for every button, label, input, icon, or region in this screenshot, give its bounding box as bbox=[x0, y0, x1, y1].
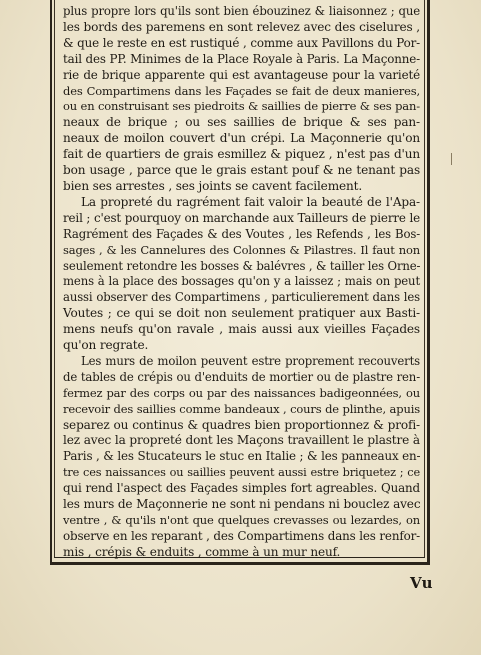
text-line: & que le reste en est rustiqué , comme aux Pavillons du Por- bbox=[63, 35, 420, 50]
text-line: les murs de Maçonnerie ne sont ni pendans ni bouclez avec bbox=[63, 497, 421, 512]
page-frame-inner-right bbox=[424, 0, 425, 558]
margin-mark bbox=[451, 153, 452, 165]
text-line: bon usage , parce que le grais estant pouf & ne tenant pas bbox=[63, 163, 420, 178]
paragraph-1 bbox=[63, 4, 420, 195]
text-line: fermez par des corps ou par des naissances badigeonnées, ou bbox=[63, 385, 420, 400]
body-text bbox=[63, 4, 420, 561]
text-line: Voutes ; ce qui se doit non seulement pratiquer aux Basti- bbox=[63, 306, 420, 321]
text-line: reil ; c'est pourquoy on marchande aux Tailleurs de pierre le bbox=[63, 210, 420, 225]
text-line: mens à la place des bossages qu'on y a laissez ; mais on peut bbox=[63, 274, 420, 289]
page-frame-inner-left bbox=[54, 0, 55, 558]
text-line: mens neufs qu'on ravale , mais aussi aux vieilles Façades bbox=[63, 322, 420, 337]
paragraph-3 bbox=[63, 354, 420, 561]
text-line: lez avec la propreté dont les Maçons travaillent le plastre à bbox=[63, 433, 420, 448]
text-line: Ragrément des Façades & des Voutes , les Refends , les Bos- bbox=[63, 226, 420, 241]
text-line: neaux de moilon couvert d'un crépi. La Maçonnerie qu'on bbox=[63, 131, 420, 146]
text-line: neaux de brique ; ou ses saillies de brique & ses pan- bbox=[63, 115, 420, 130]
text-line: aussi observer des Compartimens , particulierement dans les bbox=[63, 290, 420, 305]
text-line: Les murs de moilon peuvent estre proprement recouverts bbox=[81, 353, 420, 368]
text-line: qu'on regrate. bbox=[63, 338, 149, 353]
text-line: des Compartimens dans les Façades se fait de deux manieres, bbox=[63, 83, 420, 98]
text-line: mis , crépis & enduits , comme à un mur neuf. bbox=[63, 544, 341, 559]
text-line: ventre , & qu'ils n'ont que quelques crevasses ou lezardes, on bbox=[63, 513, 420, 527]
catchword: Vu bbox=[410, 574, 434, 592]
paragraph-2 bbox=[63, 195, 420, 354]
text-line: rie de brique apparente qui est avantageuse pour la varieté bbox=[63, 67, 420, 82]
text-line: bien ses arrestes , ses joints se cavent facilement. bbox=[63, 178, 363, 193]
text-line: sages , & les Cannelures des Colonnes & Pilastres. Il faut non bbox=[63, 242, 420, 257]
text-line: ou en construisant ses piedroits & saillies de pierre & ses pan- bbox=[63, 99, 420, 114]
text-line: tail des PP. Minimes de la Place Royale à Paris. La Maçonne- bbox=[63, 51, 420, 66]
text-line: tre ces naissances ou saillies peuvent aussi estre briquetez ; ce bbox=[63, 466, 420, 480]
text-line: fait de quartiers de grais esmillez & piquez , n'est pas d'un bbox=[63, 147, 420, 162]
text-line: separez ou continus & quadres bien proportionnez & profi- bbox=[63, 417, 420, 432]
text-line: seulement retondre les bosses & balévres , & tailler les Orne- bbox=[63, 258, 421, 273]
text-line: de tables de crépis ou d'enduits de mortier ou de plastre ren- bbox=[63, 369, 420, 384]
text-line: Paris , & les Stucateurs le stuc en Italie ; & les panneaux en- bbox=[63, 449, 421, 464]
text-line: qui rend l'aspect des Façades simples fort agreables. Quand bbox=[63, 481, 420, 496]
text-line: La propreté du ragrément fait valoir la beauté de l'Apa- bbox=[81, 194, 420, 209]
text-line: recevoir des saillies comme bandeaux , cours de plinthe, apuis bbox=[63, 401, 420, 416]
text-line: plus propre lors qu'ils sont bien ébouzinez & liaisonnez ; que bbox=[63, 4, 420, 18]
text-line: observe en les reparant , des Compartimens dans les renfor- bbox=[63, 528, 420, 543]
bottom-rule-thick bbox=[50, 562, 430, 565]
text-line: les bords des paremens en sont relevez avec des ciselures , bbox=[63, 19, 420, 34]
